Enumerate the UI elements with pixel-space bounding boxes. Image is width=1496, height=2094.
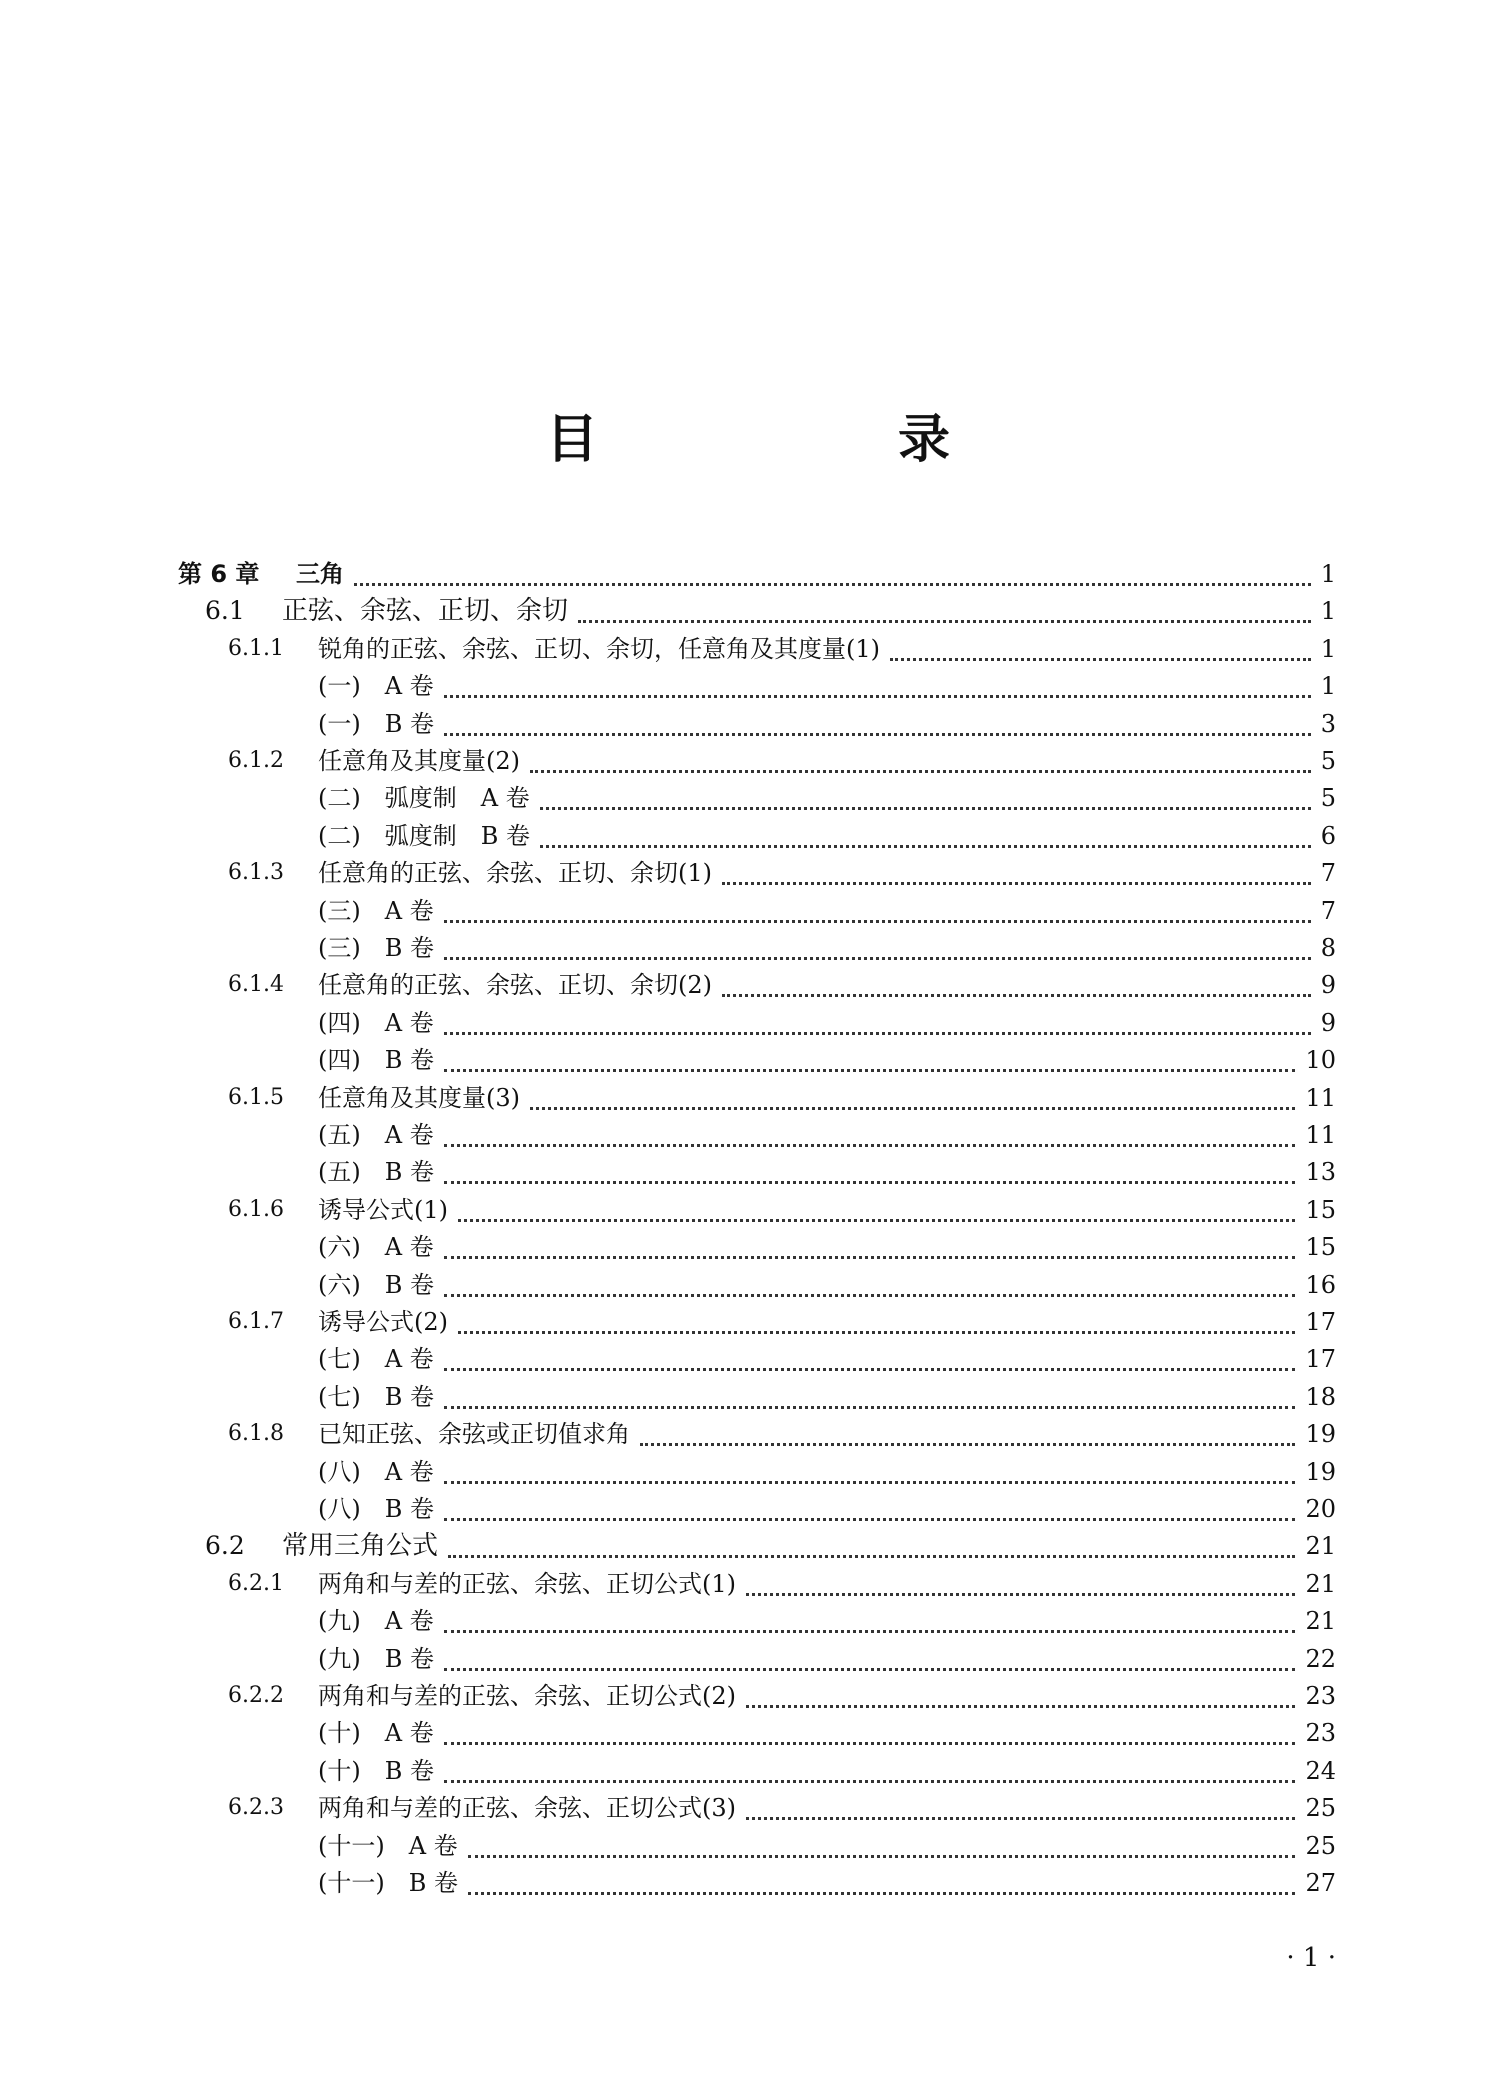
- toc-entry-page: 21: [1305, 1569, 1336, 1598]
- toc-entry-page: 7: [1320, 896, 1336, 925]
- toc-entry-title: (七) A 卷: [318, 1340, 440, 1378]
- toc-entry[interactable]: [0, 779, 1496, 817]
- toc-entry-title: (二) 弧度制 B 卷: [318, 817, 536, 855]
- toc-entry-title: (十) B 卷: [318, 1752, 440, 1790]
- toc-entry-page: 8: [1320, 934, 1336, 962]
- toc-entry[interactable]: [0, 667, 1496, 705]
- dot-leader: [468, 1889, 1295, 1895]
- toc-entry-title: 已知正弦、余弦或正切值求角: [318, 1415, 636, 1453]
- dot-leader: [530, 767, 1311, 773]
- toc-entry-title: 正弦、余弦、正切、余切: [282, 592, 574, 630]
- toc-entry-number: 6.2: [205, 1531, 245, 1561]
- toc-entry-page: 6: [1320, 821, 1336, 850]
- toc-entry-title: (五) B 卷: [318, 1153, 440, 1191]
- dot-leader: [444, 1777, 1295, 1783]
- page-title: 目 录: [545, 410, 1074, 470]
- dot-leader: [444, 1178, 1295, 1184]
- dot-leader: [540, 804, 1311, 810]
- toc-entry[interactable]: [0, 1602, 1496, 1640]
- toc-entry[interactable]: [0, 1378, 1496, 1416]
- toc-entry-number: 第 6 章: [178, 560, 260, 588]
- toc-entry[interactable]: [0, 1004, 1496, 1042]
- toc-entry-number: 6.1.5: [228, 1084, 284, 1110]
- toc-entry-page: 15: [1305, 1195, 1336, 1224]
- toc-entry-page: 10: [1305, 1046, 1336, 1075]
- toc-entry[interactable]: [0, 1266, 1496, 1304]
- toc-entry-title: 任意角的正弦、余弦、正切、余切(1): [318, 854, 718, 892]
- toc-entry[interactable]: [0, 1415, 1496, 1453]
- dot-leader: [444, 692, 1311, 698]
- toc-entry-title: (三) B 卷: [318, 929, 440, 967]
- toc-entry[interactable]: [0, 817, 1496, 855]
- toc-entry-number: 6.1.2: [228, 748, 284, 773]
- toc-entry[interactable]: [0, 1864, 1496, 1902]
- toc-entry-number: 6.1: [205, 596, 245, 626]
- toc-entry[interactable]: [0, 1453, 1496, 1491]
- toc-entry-page: 23: [1305, 1719, 1336, 1748]
- toc-entry-page: 20: [1305, 1495, 1336, 1523]
- toc-entry-title: (二) 弧度制 A 卷: [318, 779, 536, 817]
- dot-leader: [722, 991, 1311, 997]
- toc-entry-page: 22: [1305, 1644, 1336, 1673]
- toc-entry-page: 27: [1305, 1869, 1336, 1897]
- toc-entry-page: 25: [1305, 1831, 1336, 1860]
- toc-entry-page: 16: [1305, 1270, 1336, 1299]
- dot-leader: [746, 1814, 1295, 1820]
- dot-leader: [444, 917, 1311, 923]
- toc-entry-page: 5: [1320, 784, 1336, 813]
- toc-entry-number: 6.1.8: [228, 1421, 284, 1447]
- dot-leader: [578, 617, 1311, 623]
- dot-leader: [540, 842, 1311, 848]
- dot-leader: [458, 1328, 1295, 1334]
- toc-entry-number: 6.2.3: [228, 1795, 284, 1821]
- toc-entry[interactable]: [0, 929, 1496, 967]
- toc-entry[interactable]: [0, 1079, 1496, 1117]
- dot-leader: [444, 1665, 1295, 1671]
- toc-entry-title: 任意角及其度量(2): [318, 742, 526, 780]
- toc-entry[interactable]: [0, 1340, 1496, 1378]
- toc-entry-page: 19: [1305, 1420, 1336, 1449]
- toc-entry[interactable]: [0, 742, 1496, 780]
- toc-entry[interactable]: [0, 892, 1496, 930]
- dot-leader: [444, 954, 1311, 960]
- dot-leader: [444, 730, 1311, 736]
- toc-entry-page: 3: [1320, 709, 1336, 738]
- toc-entry-title: 诱导公式(1): [318, 1191, 454, 1229]
- dot-leader: [444, 1478, 1295, 1484]
- toc-entry-page: 9: [1320, 1008, 1336, 1037]
- toc-entry-title: (十一) B 卷: [318, 1864, 464, 1902]
- toc-entry[interactable]: [0, 1191, 1496, 1229]
- toc-entry-page: 9: [1320, 971, 1336, 1000]
- toc-entry[interactable]: [0, 854, 1496, 892]
- toc-entry-title: 任意角及其度量(3): [318, 1079, 526, 1117]
- toc-entry-page: 7: [1320, 859, 1336, 888]
- toc-entry-title: 常用三角公式: [282, 1527, 444, 1565]
- toc-entry-title: (九) B 卷: [318, 1640, 440, 1678]
- toc-entry-number: 6.1.3: [228, 860, 284, 886]
- toc-entry-title: (四) B 卷: [318, 1041, 440, 1079]
- toc-entry[interactable]: [0, 1153, 1496, 1191]
- toc-entry[interactable]: [0, 1640, 1496, 1678]
- toc-entry-page: 21: [1305, 1607, 1336, 1636]
- dot-leader: [444, 1627, 1295, 1633]
- toc-entry[interactable]: [0, 966, 1496, 1004]
- toc-entry[interactable]: [0, 1789, 1496, 1827]
- toc-entry-number: 6.1.7: [228, 1309, 284, 1334]
- toc-entry[interactable]: [0, 1677, 1496, 1715]
- toc-entry-title: (七) B 卷: [318, 1378, 440, 1416]
- toc-entry[interactable]: [0, 705, 1496, 743]
- toc-entry-page: 1: [1320, 560, 1336, 588]
- toc-entry-title: (一) A 卷: [318, 667, 440, 705]
- toc-entry-page: 17: [1305, 1345, 1336, 1374]
- toc-entry-page: 18: [1305, 1382, 1336, 1411]
- dot-leader: [444, 1029, 1311, 1035]
- dot-leader: [640, 1440, 1295, 1446]
- toc-entry[interactable]: [0, 1527, 1496, 1565]
- page-number: · 1 ·: [1286, 1943, 1336, 1973]
- dot-leader: [444, 1291, 1295, 1297]
- toc-entry-page: 24: [1305, 1756, 1336, 1785]
- dot-leader: [444, 1739, 1295, 1745]
- toc-entry-title: (四) A 卷: [318, 1004, 440, 1042]
- toc-entry-title: 两角和与差的正弦、余弦、正切公式(3): [318, 1789, 742, 1827]
- toc-entry-title: (十) A 卷: [318, 1714, 440, 1752]
- toc-entry-page: 15: [1305, 1233, 1336, 1262]
- dot-leader: [746, 1702, 1295, 1708]
- toc-entry[interactable]: [0, 1116, 1496, 1154]
- toc-entry-page: 1: [1320, 672, 1336, 701]
- toc-entry-title: 锐角的正弦、余弦、正切、余切，任意角及其度量(1): [318, 630, 886, 668]
- toc-entry-title: 诱导公式(2): [318, 1303, 454, 1341]
- dot-leader: [722, 879, 1311, 885]
- toc-entry[interactable]: [0, 1714, 1496, 1752]
- dot-leader: [444, 1253, 1295, 1259]
- toc-entry-title: (八) A 卷: [318, 1453, 440, 1491]
- toc-entry[interactable]: [0, 1041, 1496, 1079]
- dot-leader: [468, 1852, 1295, 1858]
- dot-leader: [530, 1104, 1295, 1110]
- toc-entry-page: 11: [1305, 1083, 1336, 1112]
- toc-entry-page: 1: [1320, 634, 1336, 663]
- toc-entry[interactable]: [0, 1565, 1496, 1603]
- toc-entry-title: (六) B 卷: [318, 1266, 440, 1304]
- toc-entry-title: (十一) A 卷: [318, 1827, 464, 1865]
- toc-entry-number: 6.1.1: [228, 635, 284, 661]
- toc-entry-title: (九) A 卷: [318, 1602, 440, 1640]
- dot-leader: [448, 1552, 1295, 1558]
- toc-entry-page: 11: [1305, 1121, 1336, 1149]
- toc-entry-number: 6.2.1: [228, 1570, 284, 1596]
- toc-entry-page: 13: [1305, 1158, 1336, 1187]
- toc-entry-title: (一) B 卷: [318, 705, 440, 743]
- toc-entry[interactable]: [0, 555, 1496, 593]
- toc-entry[interactable]: [0, 630, 1496, 668]
- toc-entry-page: 1: [1320, 597, 1336, 626]
- toc-entry[interactable]: [0, 592, 1496, 630]
- toc-entry-number: 6.1.4: [228, 972, 284, 998]
- toc-entry-title: (五) A 卷: [318, 1116, 440, 1154]
- toc-entry[interactable]: [0, 1752, 1496, 1790]
- toc-entry[interactable]: [0, 1228, 1496, 1266]
- toc-entry-number: 6.1.6: [228, 1196, 284, 1222]
- toc-entry-title: 三角: [296, 555, 350, 593]
- toc-entry-page: 5: [1320, 747, 1336, 775]
- toc-entry-title: 两角和与差的正弦、余弦、正切公式(2): [318, 1677, 742, 1715]
- toc-entry-page: 21: [1305, 1532, 1336, 1561]
- toc-entry-title: 任意角的正弦、余弦、正切、余切(2): [318, 966, 718, 1004]
- toc-entry[interactable]: [0, 1490, 1496, 1528]
- toc-entry[interactable]: [0, 1827, 1496, 1865]
- toc-entry-page: 17: [1305, 1308, 1336, 1336]
- dot-leader: [444, 1515, 1295, 1521]
- toc-entry-page: 25: [1305, 1794, 1336, 1823]
- toc-entry-page: 19: [1305, 1457, 1336, 1486]
- toc-entry-page: 23: [1305, 1682, 1336, 1710]
- toc-entry-title: (六) A 卷: [318, 1228, 440, 1266]
- dot-leader: [458, 1216, 1295, 1222]
- dot-leader: [444, 1365, 1295, 1371]
- dot-leader: [746, 1590, 1295, 1596]
- dot-leader: [444, 1066, 1295, 1072]
- dot-leader: [354, 580, 1311, 586]
- toc-entry-title: (八) B 卷: [318, 1490, 440, 1528]
- toc-entry[interactable]: [0, 1303, 1496, 1341]
- toc-entry-title: (三) A 卷: [318, 892, 440, 930]
- dot-leader: [890, 655, 1311, 661]
- toc-entry-title: 两角和与差的正弦、余弦、正切公式(1): [318, 1565, 742, 1603]
- toc-entry-number: 6.2.2: [228, 1683, 284, 1708]
- dot-leader: [444, 1403, 1295, 1409]
- dot-leader: [444, 1141, 1295, 1147]
